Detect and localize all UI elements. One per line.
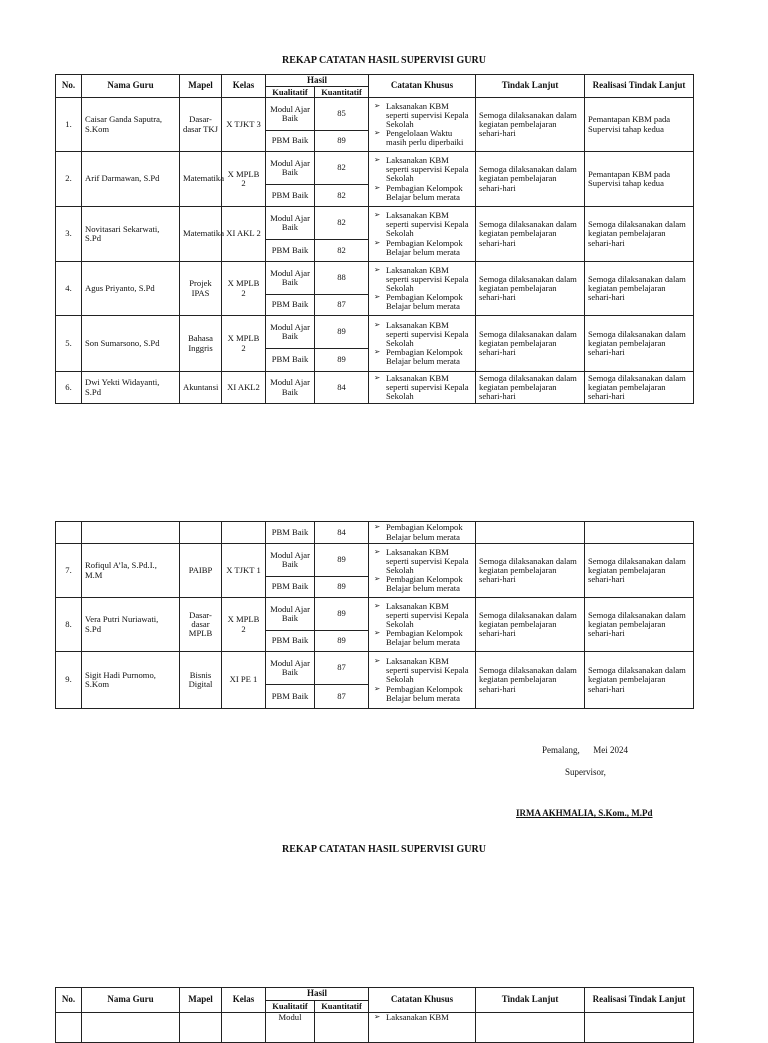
row-realisasi: Semoga dilaksanakan dalam kegiatan pembelajaran sehari-hari <box>585 262 694 316</box>
col-kuantitatif-header: Kuantitatif <box>315 87 369 98</box>
note-item: ➢ Laksanakan KBM seperti supervisi Kepala Sekolah <box>372 374 472 401</box>
note-item: ➢ Pembagian Kelompok Belajar belum merata <box>372 348 472 366</box>
table-row <box>56 1013 694 1043</box>
row-kuantitatif-modul: 85 <box>315 98 369 131</box>
row-kuantitatif-modul: 89 <box>315 544 369 577</box>
row-tindak: Semoga dilaksanakan dalam kegiatan pembelajaran sehari-hari <box>476 207 585 262</box>
table-row <box>56 98 694 131</box>
note-item: ➢ Laksanakan KBM seperti supervisi Kepala Sekolah <box>372 266 472 293</box>
row-kuantitatif-pbm: 82 <box>315 185 369 207</box>
row-tindak: Semoga dilaksanakan dalam kegiatan pembelajaran sehari-hari <box>476 544 585 598</box>
row-kuantitatif-modul: 88 <box>315 262 369 295</box>
col-no-header: No. <box>56 988 82 1013</box>
note-item: ➢ Laksanakan KBM <box>372 1013 472 1022</box>
table-row <box>56 522 694 544</box>
row-nama: Dwi Yekti Widayanti, S.Pd <box>82 372 180 404</box>
row-kualitatif-modul: Modul Ajar Baik <box>266 262 315 295</box>
row-realisasi: Semoga dilaksanakan dalam kegiatan pembelajaran sehari-hari <box>585 544 694 598</box>
row-mapel: Akuntansi <box>180 372 222 404</box>
col-kuantitatif-header: Kuantitatif <box>315 1001 369 1013</box>
row-kuantitatif-pbm: 87 <box>315 295 369 316</box>
page-title: REKAP CATATAN HASIL SUPERVISI GURU <box>282 55 486 66</box>
col-realisasi-header: Realisasi Tindak Lanjut <box>585 75 694 98</box>
row-nama: Agus Priyanto, S.Pd <box>82 262 180 316</box>
place-date-text: Pemalang, Mei 2024 <box>542 745 628 755</box>
col-tindak-header: Tindak Lanjut <box>476 75 585 98</box>
row-kuantitatif-modul: 89 <box>315 598 369 631</box>
row-kualitatif-pbm: PBM Baik <box>266 185 315 207</box>
table-row <box>56 544 694 577</box>
row-kualitatif-modul: Modul Ajar Baik <box>266 544 315 577</box>
row-mapel: Matematika <box>180 207 222 262</box>
row-realisasi: Semoga dilaksanakan dalam kegiatan pembelajaran sehari-hari <box>585 372 694 404</box>
col-hasil-header: Hasil <box>266 75 369 87</box>
row-kualitatif-pbm: PBM Baik <box>266 631 315 652</box>
row-kelas: X TJKT 1 <box>222 544 266 598</box>
supervision-table-page2 <box>55 521 694 709</box>
row-kuantitatif-pbm: 89 <box>315 131 369 152</box>
row-catatan <box>369 522 476 544</box>
col-catatan-header: Catatan Khusus <box>369 988 476 1013</box>
col-tindak-header: Tindak Lanjut <box>476 988 585 1013</box>
row-kualitatif-pbm: PBM Baik <box>266 349 315 372</box>
row-no: 4. <box>56 262 82 316</box>
row-nama: Vera Putri Nuriawati, S.Pd <box>82 598 180 652</box>
row-kualitatif-modul: Modul Ajar Baik <box>266 152 315 185</box>
row-tindak: Semoga dilaksanakan dalam kegiatan pembelajaran sehari-hari <box>476 598 585 652</box>
note-item: ➢ Pembagian Kelompok Belajar belum merata <box>372 575 472 593</box>
note-item: ➢ Pembagian Kelompok Belajar belum merata <box>372 685 472 703</box>
row-kualitatif-pbm: PBM Baik <box>266 685 315 709</box>
note-item: ➢ Laksanakan KBM seperti supervisi Kepala Sekolah <box>372 602 472 629</box>
table-row <box>56 652 694 685</box>
row-realisasi: Semoga dilaksanakan dalam kegiatan pembelajaran sehari-hari <box>585 598 694 652</box>
supervision-table-page3 <box>55 987 694 1043</box>
row-kelas: X MPLB 2 <box>222 316 266 372</box>
table-row <box>56 262 694 295</box>
row-kuantitatif-modul: 84 <box>315 372 369 404</box>
col-mapel-header: Mapel <box>180 75 222 98</box>
note-item: ➢ Pembagian Kelompok Belajar belum merata <box>372 629 472 647</box>
signature-name: IRMA AKHMALIA, S.Kom., M.Pd <box>516 808 653 818</box>
row-kuantitatif-pbm: 89 <box>315 349 369 372</box>
row-kuantitatif-pbm: 89 <box>315 577 369 598</box>
row-catatan <box>369 316 476 372</box>
col-kelas-header: Kelas <box>222 988 266 1013</box>
row-tindak: Semoga dilaksanakan dalam kegiatan pembelajaran sehari-hari <box>476 262 585 316</box>
signature-role: Supervisor, <box>565 767 606 777</box>
table-row <box>56 372 694 404</box>
row-kelas: X MPLB 2 <box>222 598 266 652</box>
row-realisasi: Semoga dilaksanakan dalam kegiatan pembelajaran sehari-hari <box>585 652 694 709</box>
row-nama: Arif Darmawan, S.Pd <box>82 152 180 207</box>
row-nama: Rofiqul A’la, S.Pd.I., M.M <box>82 544 180 598</box>
note-item: ➢ Pengelolaan Waktu masih perlu diperbaiki <box>372 129 472 147</box>
note-item: ➢ Laksanakan KBM seperti supervisi Kepala Sekolah <box>372 211 472 238</box>
row-kualitatif-pbm: PBM Baik <box>266 240 315 262</box>
table-row <box>56 598 694 631</box>
row-no: 8. <box>56 598 82 652</box>
row-catatan <box>369 652 476 709</box>
row-catatan <box>369 262 476 316</box>
row-realisasi: Semoga dilaksanakan dalam kegiatan pembelajaran sehari-hari <box>585 207 694 262</box>
row-nama: Son Sumarsono, S.Pd <box>82 316 180 372</box>
row-no: 1. <box>56 98 82 152</box>
col-kualitatif-header: Kualitatif <box>266 1001 315 1013</box>
row-tindak: Semoga dilaksanakan dalam kegiatan pembelajaran sehari-hari <box>476 652 585 709</box>
row-kualitatif-modul: Modul Ajar Baik <box>266 372 315 404</box>
row-kelas: X MPLB 2 <box>222 262 266 316</box>
row-catatan <box>369 372 476 404</box>
row-kualitatif-modul: Modul Ajar Baik <box>266 98 315 131</box>
row-mapel: Projek IPAS <box>180 262 222 316</box>
note-item: ➢ Laksanakan KBM seperti supervisi Kepala Sekolah <box>372 102 472 129</box>
row-kualitatif-pbm: PBM Baik <box>266 577 315 598</box>
col-realisasi-header: Realisasi Tindak Lanjut <box>585 988 694 1013</box>
table-row <box>56 207 694 240</box>
page-title-repeat: REKAP CATATAN HASIL SUPERVISI GURU <box>282 844 486 855</box>
row-tindak: Semoga dilaksanakan dalam kegiatan pembelajaran sehari-hari <box>476 316 585 372</box>
row-catatan <box>369 598 476 652</box>
row-catatan <box>369 207 476 262</box>
row-tindak: Semoga dilaksanakan dalam kegiatan pembelajaran sehari-hari <box>476 98 585 152</box>
row-tindak: Semoga dilaksanakan dalam kegiatan pembelajaran sehari-hari <box>476 152 585 207</box>
row-nama: Sigit Hadi Purnomo, S.Kom <box>82 652 180 709</box>
col-kelas-header: Kelas <box>222 75 266 98</box>
row-kuantitatif-modul: 89 <box>315 316 369 349</box>
note-item: ➢ Laksanakan KBM seperti supervisi Kepala Sekolah <box>372 657 472 684</box>
col-no-header: No. <box>56 75 82 98</box>
row-tindak: Semoga dilaksanakan dalam kegiatan pembelajaran sehari-hari <box>476 372 585 404</box>
note-item: ➢ Pembagian Kelompok Belajar belum merata <box>372 239 472 257</box>
row-mapel: Bahasa Inggris <box>180 316 222 372</box>
note-item: ➢ Pembagian Kelompok Belajar belum merata <box>372 293 472 311</box>
row-realisasi: Pemantapan KBM pada Supervisi tahap kedua <box>585 152 694 207</box>
note-item: ➢ Laksanakan KBM seperti supervisi Kepala Sekolah <box>372 548 472 575</box>
row-kuantitatif-modul: 87 <box>315 652 369 685</box>
row-kelas: XI PE 1 <box>222 652 266 709</box>
note-item: ➢ Laksanakan KBM seperti supervisi Kepala Sekolah <box>372 321 472 348</box>
col-kualitatif-header: Kualitatif <box>266 87 315 98</box>
row-no: 6. <box>56 372 82 404</box>
row-mapel: Dasar-dasar TKJ <box>180 98 222 152</box>
row-kuantitatif-modul: 82 <box>315 207 369 240</box>
note-item: ➢ Pembagian Kelompok Belajar belum merata <box>372 523 472 541</box>
table-row <box>56 316 694 349</box>
table-row <box>56 152 694 185</box>
row-kelas: X MPLB 2 <box>222 152 266 207</box>
row-catatan <box>369 98 476 152</box>
row-kuantitatif-modul: 82 <box>315 152 369 185</box>
row-kuantitatif-pbm: 84 <box>315 522 369 544</box>
col-catatan-header: Catatan Khusus <box>369 75 476 98</box>
row-no: 9. <box>56 652 82 709</box>
col-mapel-header: Mapel <box>180 988 222 1013</box>
row-mapel: Dasar-dasar MPLB <box>180 598 222 652</box>
col-hasil-header: Hasil <box>266 988 369 1001</box>
row-kualitatif-pbm: PBM Baik <box>266 131 315 152</box>
row-mapel: Matematika <box>180 152 222 207</box>
row-kualitatif-modul: Modul <box>266 1013 315 1043</box>
signature-place-date <box>542 745 628 755</box>
row-kualitatif-pbm: PBM Baik <box>266 522 315 544</box>
row-kualitatif-modul: Modul Ajar Baik <box>266 316 315 349</box>
row-kelas: X TJKT 3 <box>222 98 266 152</box>
row-mapel: PAIBP <box>180 544 222 598</box>
note-item: ➢ Laksanakan KBM seperti supervisi Kepala Sekolah <box>372 156 472 183</box>
row-kuantitatif-pbm: 82 <box>315 240 369 262</box>
row-catatan <box>369 544 476 598</box>
row-realisasi: Pemantapan KBM pada Supervisi tahap kedua <box>585 98 694 152</box>
row-realisasi: Semoga dilaksanakan dalam kegiatan pembelajaran sehari-hari <box>585 316 694 372</box>
row-nama: Novitasari Sekarwati, S.Pd <box>82 207 180 262</box>
row-kualitatif-modul: Modul Ajar Baik <box>266 207 315 240</box>
row-kualitatif-pbm: PBM Baik <box>266 295 315 316</box>
row-catatan <box>369 152 476 207</box>
row-catatan <box>369 1013 476 1043</box>
note-item: ➢ Pembagian Kelompok Belajar belum merata <box>372 184 472 202</box>
col-nama-header: Nama Guru <box>82 988 180 1013</box>
supervision-table-page1 <box>55 74 694 404</box>
row-kualitatif-modul: Modul Ajar Baik <box>266 598 315 631</box>
row-kualitatif-modul: Modul Ajar Baik <box>266 652 315 685</box>
col-nama-header: Nama Guru <box>82 75 180 98</box>
row-kelas: XI AKL2 <box>222 372 266 404</box>
row-mapel: Bisnis Digital <box>180 652 222 709</box>
row-no: 3. <box>56 207 82 262</box>
row-kelas: XI AKL 2 <box>222 207 266 262</box>
row-no: 2. <box>56 152 82 207</box>
row-no: 7. <box>56 544 82 598</box>
row-kuantitatif-pbm: 89 <box>315 631 369 652</box>
row-kuantitatif-pbm: 87 <box>315 685 369 709</box>
row-nama: Caisar Ganda Saputra, S.Kom <box>82 98 180 152</box>
row-no: 5. <box>56 316 82 372</box>
